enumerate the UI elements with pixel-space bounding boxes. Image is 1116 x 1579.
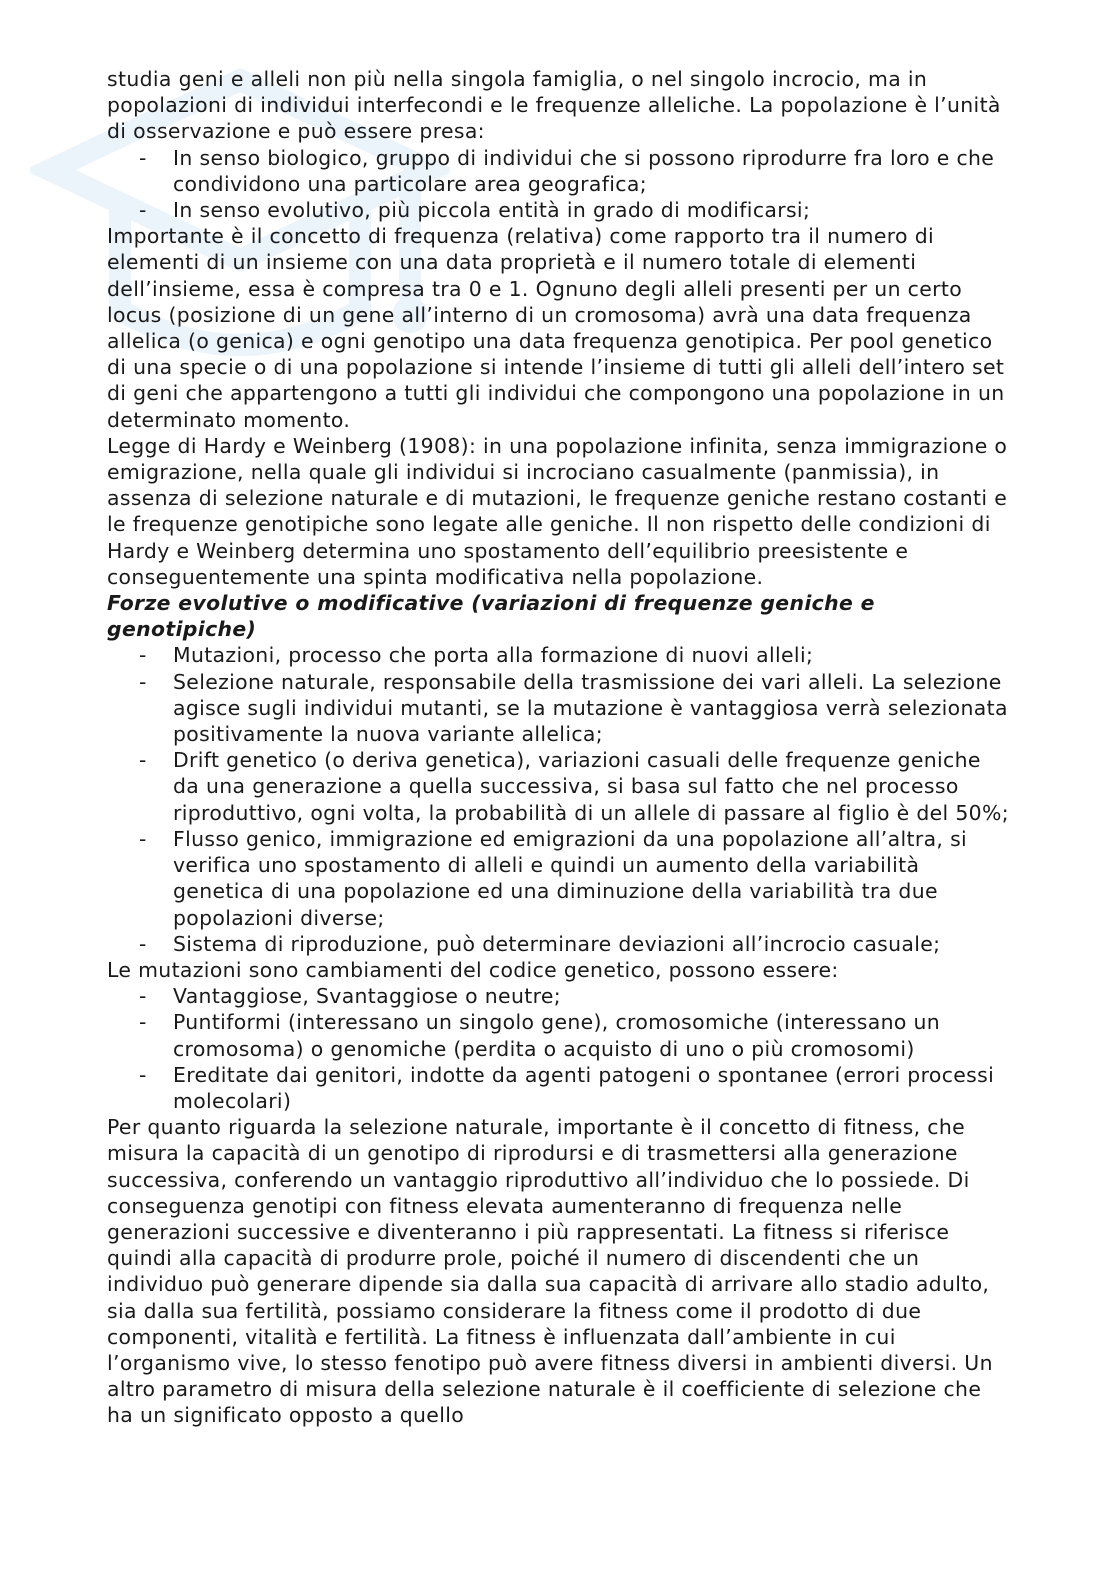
population-meaning-list xyxy=(107,145,1009,224)
evolutionary-forces-list xyxy=(107,642,1009,956)
list-item: - Flusso genico, immigrazione ed emigrazioni da una popolazione all’altra, si verifica uno spostamento di alleli e quindi un aumento della variabilità genetica di una popolazione ed una diminuzione della variabilità tra due popolazioni diverse; xyxy=(107,826,1009,931)
paragraph-hardy-weinberg: Legge di Hardy e Weinberg (1908): in una popolazione infinita, senza immigrazione o emigrazione, nella quale gli individui si incrociano casualmente (panmissia), in assenza di selezione naturale e di mutazioni, le frequenze geniche restano costanti e le frequenze genotipiche sono legate alle geniche. Il non rispetto delle condizioni di Hardy e Weinberg determina uno spostamento dell’equilibrio preesistente e conseguentemente una spinta modificativa nella popolazione. xyxy=(107,433,1008,589)
document-body xyxy=(107,66,1009,1429)
list-item: - Vantaggiose, Svantaggiose o neutre; xyxy=(107,983,1009,1009)
list-item: - Puntiformi (interessano un singolo gene), cromosomiche (interessano un cromosoma) o genomiche (perdita o acquisto di uno o più cromosomi) xyxy=(107,1009,1009,1061)
list-item: - In senso evolutivo, più piccola entità in grado di modificarsi; xyxy=(107,197,1009,223)
list-item: - Sistema di riproduzione, può determinare deviazioni all’incrocio casuale; xyxy=(107,931,1009,957)
paragraph-fitness: Per quanto riguarda la selezione naturale, importante è il concetto di fitness, che misura la capacità di un genotipo di riprodursi e di trasmettersi alla generazione successiva, conferendo un vantaggio riproduttivo all’individuo che lo possiede. Di conseguenza genotipi con fitness elevata aumenteranno di frequenza nelle generazioni successive e diventeranno i più rappresentati. La fitness si riferisce quindi alla capacità di produrre prole, poiché il numero di discendenti che un individuo può generare dipende sia dalla sua capacità di arrivare allo stadio adulto, sia dalla sua fertilità, possiamo considerare la fitness come il prodotto di due componenti, vitalità e fertilità. La fitness è influenzata dall’ambiente in cui l’organismo vive, lo stesso fenotipo può avere fitness diversi in ambienti diversi. Un altro parametro di misura della selezione naturale è il coefficiente di selezione che ha un significato opposto a quello xyxy=(107,1115,993,1428)
mutation-types-list xyxy=(107,983,1009,1114)
list-item: - Mutazioni, processo che porta alla formazione di nuovi alleli; xyxy=(107,642,1009,668)
list-item: - Ereditate dai genitori, indotte da agenti patogeni o spontanee (errori processi molecolari) xyxy=(107,1062,1009,1114)
paragraph-mutations: Le mutazioni sono cambiamenti del codice genetico, possono essere: xyxy=(107,957,839,982)
list-item: - In senso biologico, gruppo di individui che si possono riprodurre fra loro e che condividono una particolare area geografica; xyxy=(107,145,1009,197)
list-item: - Drift genetico (o deriva genetica), variazioni casuali delle frequenze geniche da una generazione a quella successiva, si basa sul fatto che nel processo riproduttivo, ogni volta, la probabilità di un allele di passare al figlio è del 50%; xyxy=(107,747,1009,826)
paragraph-frequency: Importante è il concetto di frequenza (relativa) come rapporto tra il numero di elementi di un insieme con una data proprietà e il numero totale di elementi dell’insieme, essa è compresa tra 0 e 1. Ognuno degli alleli presenti per un certo locus (posizione di un gene all’interno di un cromosoma) avrà una data frequenza allelica (o genica) e ogni genotipo una data frequenza genotipica. Per pool genetico di una specie o di una popolazione si intende l’insieme di tutti gli alleli dell’intero set di geni che appartengono a tutti gli individui che compongono una popolazione in un determinato momento. xyxy=(107,224,1005,432)
section-heading: Forze evolutive o modificative (variazioni di frequenze geniche e genotipiche) xyxy=(107,591,875,642)
paragraph-population-intro: studia geni e alleli non più nella singola famiglia, o nel singolo incrocio, ma in popolazioni di individui interfecondi e le frequenze alleliche. La popolazione è l’unità di osservazione e può essere presa: xyxy=(107,67,1001,144)
list-item: - Selezione naturale, responsabile della trasmissione dei vari alleli. La selezione agisce sugli individui mutanti, se la mutazione è vantaggiosa verrà selezionata positivamente la nuova variante allelica; xyxy=(107,669,1009,748)
